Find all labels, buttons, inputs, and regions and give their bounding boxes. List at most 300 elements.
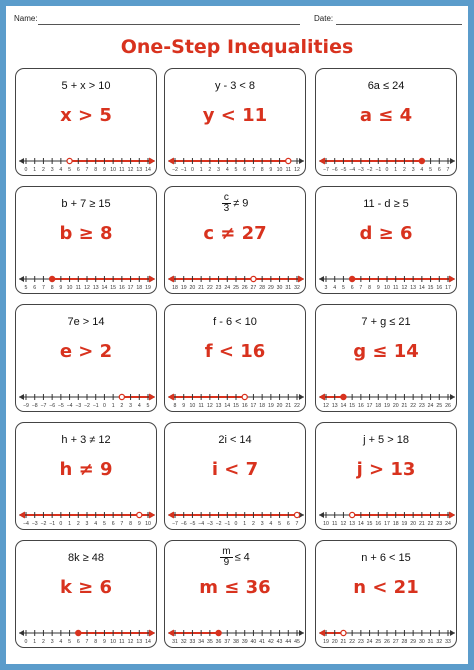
tick-label: 27 — [392, 639, 399, 645]
footer-url: kamiapp.com/library — [205, 653, 269, 660]
closed-circle — [216, 630, 221, 635]
tick-label: 15 — [233, 403, 239, 409]
answer-text: b ≥ 8 — [59, 223, 113, 244]
problem-card — [164, 304, 306, 412]
answer-text: c ≠ 27 — [203, 223, 267, 244]
tick-label: 18 — [259, 403, 266, 409]
open-circle — [294, 512, 299, 517]
solution-arrow — [168, 158, 174, 165]
problem-text: 2i < 14 — [218, 434, 252, 446]
problem-card — [164, 68, 306, 176]
tick-label: 6 — [76, 639, 80, 645]
axis-arrow-right — [299, 394, 304, 400]
tick-label: 1 — [111, 403, 115, 409]
problem-card — [164, 186, 306, 294]
tick-label: 1 — [68, 521, 72, 527]
problem-card — [164, 540, 306, 648]
date-label: Date: — [314, 14, 334, 23]
problem-text: 11 - d ≥ 5 — [363, 198, 409, 210]
axis-arrow-left — [319, 276, 324, 282]
axis-arrow-left — [319, 512, 324, 518]
tick-label: 29 — [410, 639, 417, 645]
tick-label: 3 — [411, 167, 415, 173]
solution-arrow — [168, 394, 174, 401]
answer-text: e > 2 — [59, 341, 113, 362]
tick-label: 2 — [41, 167, 45, 173]
solution-arrow — [449, 512, 455, 519]
tick-label: 2 — [120, 403, 124, 409]
tick-label: 19 — [323, 639, 329, 645]
tick-label: 23 — [357, 639, 364, 645]
solution-arrow — [449, 276, 455, 283]
tick-label: 22 — [206, 285, 213, 291]
tick-label: 35 — [206, 639, 213, 645]
tick-label: 7 — [41, 285, 45, 291]
answer-text: g ≤ 14 — [353, 341, 419, 362]
problem-text: n + 6 < 15 — [361, 552, 411, 564]
solution-arrow — [319, 630, 325, 637]
problem-text: j + 5 > 18 — [363, 434, 409, 446]
fraction — [222, 193, 232, 214]
tick-label: 24 — [445, 521, 451, 527]
solution-arrow — [168, 276, 174, 283]
tick-label: 4 — [420, 167, 424, 173]
tick-label: 13 — [349, 521, 356, 527]
answer-text: d ≥ 6 — [359, 223, 413, 244]
tick-label: 3 — [50, 167, 54, 173]
tick-label: 14 — [145, 167, 151, 173]
tick-label: 14 — [145, 639, 151, 645]
solution-arrow — [168, 512, 174, 519]
problem-text — [165, 547, 305, 569]
tick-label: 0 — [102, 403, 106, 409]
number-line — [316, 483, 458, 527]
tick-label: 15 — [366, 521, 373, 527]
tick-label: −9 — [23, 403, 29, 409]
tick-label: 28 — [259, 285, 266, 291]
problem-text: 5 + x > 10 — [61, 80, 111, 92]
number-line — [16, 129, 158, 173]
axis-arrow-left — [19, 158, 24, 164]
tick-label: 16 — [436, 285, 443, 291]
tick-label: 17 — [127, 285, 134, 291]
tick-label: 13 — [136, 639, 143, 645]
tick-label: 2 — [76, 521, 80, 527]
tick-label: 6 — [350, 285, 354, 291]
number-line — [165, 601, 307, 645]
tick-label: 7 — [359, 285, 363, 291]
solution-arrow — [319, 394, 325, 401]
tick-label: 10 — [66, 285, 73, 291]
tick-label: 22 — [410, 403, 417, 409]
answer-text: j > 13 — [356, 459, 416, 480]
tick-label: 20 — [410, 521, 417, 527]
tick-label: −2 — [215, 521, 222, 527]
tick-label: 20 — [392, 403, 399, 409]
tick-label: 33 — [189, 639, 196, 645]
tick-label: 29 — [267, 285, 274, 291]
tick-label: −2 — [366, 167, 373, 173]
open-circle — [341, 630, 346, 635]
tick-label: 12 — [127, 167, 134, 173]
tick-label: 22 — [427, 521, 434, 527]
tick-label: 7 — [251, 167, 255, 173]
tick-label: 0 — [24, 639, 28, 645]
closed-circle — [419, 158, 424, 163]
tick-label: −1 — [224, 521, 231, 527]
tick-label: 26 — [241, 285, 248, 291]
tick-label: 22 — [349, 639, 356, 645]
tick-label: 4 — [137, 403, 141, 409]
tick-label: 3 — [129, 403, 133, 409]
tick-label: −3 — [31, 521, 38, 527]
tick-label: 10 — [384, 285, 390, 291]
problem-card — [164, 422, 306, 530]
tick-label: 28 — [401, 639, 408, 645]
tick-label: 34 — [198, 639, 205, 645]
tick-label: 9 — [102, 639, 106, 645]
tick-label: 5 — [102, 521, 106, 527]
tick-label: 21 — [340, 639, 347, 645]
tick-label: 6 — [437, 167, 441, 173]
problem-card — [15, 540, 157, 648]
tick-label: 13 — [215, 403, 222, 409]
problem-card — [15, 304, 157, 412]
tick-label: 0 — [234, 521, 238, 527]
tick-label: −6 — [331, 167, 338, 173]
tick-label: 32 — [436, 639, 443, 645]
axis-arrow-right — [450, 394, 455, 400]
tick-label: 12 — [206, 403, 213, 409]
tick-label: 8 — [94, 639, 98, 645]
fraction-numerator: c — [222, 193, 232, 204]
tick-label: −3 — [75, 403, 82, 409]
number-line — [16, 365, 158, 409]
axis-arrow-right — [299, 630, 304, 636]
tick-label: −3 — [357, 167, 364, 173]
answer-text: i < 7 — [211, 459, 259, 480]
tick-label: 10 — [145, 521, 151, 527]
tick-label: 3 — [50, 639, 54, 645]
tick-label: 43 — [276, 639, 283, 645]
tick-label: 12 — [84, 285, 90, 291]
problem-text: y - 3 < 8 — [214, 80, 256, 92]
tick-label: 10 — [276, 167, 283, 173]
tick-label: 26 — [384, 639, 390, 645]
name-field-line[interactable] — [38, 24, 300, 25]
tick-label: 4 — [59, 639, 63, 645]
axis-arrow-left — [19, 394, 24, 400]
tick-label: 23 — [418, 403, 425, 409]
tick-label: 24 — [427, 403, 434, 409]
number-line — [316, 247, 458, 291]
tick-label: 7 — [85, 639, 89, 645]
tick-label: 12 — [127, 639, 134, 645]
open-circle — [251, 276, 256, 281]
tick-label: 4 — [94, 521, 98, 527]
tick-label: −7 — [323, 167, 329, 173]
tick-label: 20 — [189, 285, 196, 291]
tick-label: 3 — [217, 167, 221, 173]
answer-text: h ≠ 9 — [59, 459, 113, 480]
tick-label: 0 — [385, 167, 389, 173]
tick-label: 21 — [418, 521, 425, 527]
problem-card — [15, 68, 157, 176]
tick-label: 6 — [33, 285, 37, 291]
closed-circle — [350, 276, 355, 281]
tick-label: 11 — [332, 521, 338, 527]
tick-label: 11 — [119, 639, 125, 645]
tick-label: 25 — [436, 403, 443, 409]
number-line — [316, 601, 458, 645]
solution-arrow — [298, 276, 304, 283]
tick-label: 37 — [224, 639, 231, 645]
answer-text: x > 5 — [60, 105, 112, 126]
tick-label: 15 — [349, 403, 356, 409]
tick-label: 2 — [41, 639, 45, 645]
tick-label: −5 — [57, 403, 64, 409]
fraction — [220, 547, 232, 568]
tick-label: 1 — [394, 167, 398, 173]
tick-label: 12 — [294, 167, 300, 173]
tick-label: 9 — [376, 285, 380, 291]
tick-label: 8 — [173, 403, 177, 409]
tick-label: 8 — [94, 167, 98, 173]
fraction-denominator: 9 — [223, 557, 230, 568]
tick-label: 25 — [375, 639, 382, 645]
tick-label: 26 — [445, 403, 451, 409]
solution-arrow — [168, 630, 174, 637]
tick-label: −1 — [49, 521, 56, 527]
tick-label: 14 — [340, 403, 347, 409]
tick-label: 9 — [137, 521, 141, 527]
tick-label: 11 — [119, 167, 125, 173]
tick-label: 0 — [59, 521, 63, 527]
tick-label: 11 — [75, 285, 81, 291]
axis-arrow-left — [19, 630, 24, 636]
tick-label: 7 — [295, 521, 299, 527]
solution-arrow — [149, 394, 155, 401]
problem-text — [165, 193, 305, 215]
fraction-denominator: 3 — [223, 203, 230, 214]
number-line — [165, 483, 307, 527]
tick-label: 16 — [241, 403, 248, 409]
tick-label: 0 — [190, 167, 194, 173]
axis-arrow-right — [450, 630, 455, 636]
number-line — [165, 129, 307, 173]
number-line — [316, 365, 458, 409]
tick-label: 8 — [129, 521, 133, 527]
tick-label: 21 — [285, 403, 292, 409]
tick-label: 13 — [136, 167, 143, 173]
problem-card — [315, 68, 457, 176]
tick-label: −1 — [180, 167, 187, 173]
name-label: Name: — [14, 14, 38, 23]
number-line — [165, 247, 307, 291]
tick-label: 15 — [110, 285, 117, 291]
tick-label: 31 — [172, 639, 178, 645]
problem-rest: ≠ 9 — [233, 197, 249, 210]
tick-label: 5 — [24, 285, 28, 291]
solution-arrow — [149, 276, 155, 283]
tick-label: 10 — [323, 521, 329, 527]
tick-label: 39 — [241, 639, 248, 645]
tick-label: 21 — [198, 285, 205, 291]
number-line — [316, 129, 458, 173]
tick-label: 41 — [259, 639, 266, 645]
axis-arrow-right — [450, 158, 455, 164]
problem-rest: ≤ 4 — [234, 551, 250, 564]
open-circle — [350, 512, 355, 517]
tick-label: 5 — [341, 285, 345, 291]
axis-arrow-right — [299, 158, 304, 164]
closed-circle — [50, 276, 55, 281]
open-circle — [137, 512, 142, 517]
tick-label: 2 — [402, 167, 406, 173]
problem-text: 7 + g ≤ 21 — [361, 316, 411, 328]
problem-text: 8k ≥ 48 — [67, 552, 104, 564]
number-line — [165, 365, 307, 409]
tick-label: 24 — [224, 285, 231, 291]
open-circle — [286, 158, 291, 163]
problem-text: 6a ≤ 24 — [367, 80, 405, 92]
tick-label: 9 — [102, 167, 106, 173]
tick-label: 42 — [267, 639, 274, 645]
answer-text: a ≤ 4 — [359, 105, 413, 126]
tick-label: −3 — [206, 521, 213, 527]
tick-label: 15 — [427, 285, 434, 291]
tick-label: 19 — [180, 285, 187, 291]
tick-label: 32 — [294, 285, 300, 291]
problem-text: b + 7 ≥ 15 — [61, 198, 111, 210]
tick-label: 1 — [199, 167, 203, 173]
tick-label: 23 — [436, 521, 443, 527]
tick-label: 17 — [384, 521, 390, 527]
tick-label: −2 — [172, 167, 178, 173]
tick-label: 21 — [401, 403, 408, 409]
tick-label: 0 — [24, 167, 28, 173]
tick-label: 12 — [401, 285, 408, 291]
tick-label: −2 — [84, 403, 90, 409]
tick-label: 6 — [286, 521, 290, 527]
tick-label: −1 — [92, 403, 99, 409]
answer-text: f < 16 — [204, 341, 266, 362]
tick-label: 27 — [250, 285, 257, 291]
tick-label: 6 — [76, 167, 80, 173]
problem-card — [315, 304, 457, 412]
tick-label: −4 — [66, 403, 73, 409]
tick-label: 4 — [333, 285, 337, 291]
tick-label: 9 — [59, 285, 63, 291]
tick-label: 9 — [182, 403, 186, 409]
tick-label: 12 — [323, 403, 329, 409]
answer-text: m ≤ 36 — [199, 577, 271, 598]
tick-label: 33 — [445, 639, 451, 645]
solution-arrow — [19, 512, 25, 519]
number-line — [16, 483, 158, 527]
tick-label: 18 — [172, 285, 178, 291]
tick-label: 19 — [401, 521, 408, 527]
solution-arrow — [319, 158, 325, 165]
tick-label: 5 — [68, 167, 72, 173]
tick-label: 10 — [110, 167, 117, 173]
tick-label: 5 — [146, 403, 150, 409]
tick-label: 1 — [243, 521, 247, 527]
tick-label: 5 — [234, 167, 238, 173]
tick-label: 30 — [418, 639, 425, 645]
tick-label: 31 — [285, 285, 292, 291]
tick-label: 22 — [294, 403, 300, 409]
tick-label: 13 — [410, 285, 417, 291]
tick-label: −8 — [31, 403, 38, 409]
tick-label: 3 — [324, 285, 328, 291]
tick-label: 17 — [445, 285, 451, 291]
tick-label: 36 — [215, 639, 222, 645]
tick-label: 2 — [251, 521, 255, 527]
open-circle — [242, 394, 247, 399]
tick-label: 6 — [111, 521, 115, 527]
fraction-numerator: m — [222, 546, 231, 557]
tick-label: 18 — [392, 521, 399, 527]
tick-label: 40 — [250, 639, 257, 645]
closed-circle — [341, 394, 346, 399]
tick-label: 8 — [50, 285, 54, 291]
closed-circle — [76, 630, 81, 635]
date-field-line[interactable] — [336, 24, 462, 25]
tick-label: 1 — [33, 639, 37, 645]
tick-label: 23 — [215, 285, 222, 291]
solution-arrow — [149, 158, 155, 165]
tick-label: 30 — [276, 285, 283, 291]
tick-label: 5 — [68, 639, 72, 645]
axis-arrow-left — [19, 276, 24, 282]
tick-label: 19 — [267, 403, 274, 409]
answer-text: n < 21 — [353, 577, 419, 598]
tick-label: 18 — [375, 403, 382, 409]
tick-label: 11 — [198, 403, 204, 409]
tick-label: −4 — [349, 167, 356, 173]
problem-text: f - 6 < 10 — [213, 316, 257, 328]
problem-card — [15, 186, 157, 294]
tick-label: 1 — [33, 167, 37, 173]
tick-label: 17 — [366, 403, 373, 409]
tick-label: 14 — [418, 285, 425, 291]
tick-label: 5 — [429, 167, 433, 173]
tick-label: −4 — [23, 521, 29, 527]
number-line — [16, 601, 158, 645]
tick-label: 4 — [225, 167, 229, 173]
tick-label: 20 — [276, 403, 283, 409]
tick-label: 19 — [384, 403, 390, 409]
tick-label: 11 — [285, 167, 291, 173]
tick-label: 13 — [331, 403, 338, 409]
tick-label: −2 — [40, 521, 47, 527]
problem-card — [315, 540, 457, 648]
tick-label: 24 — [366, 639, 373, 645]
tick-label: 16 — [118, 285, 125, 291]
problem-text: h + 3 ≠ 12 — [61, 434, 111, 446]
tick-label: 10 — [110, 639, 117, 645]
tick-label: 18 — [136, 285, 143, 291]
tick-label: 14 — [224, 403, 231, 409]
problem-card — [315, 186, 457, 294]
tick-label: −6 — [180, 521, 187, 527]
tick-label: 44 — [285, 639, 292, 645]
tick-label: −6 — [49, 403, 56, 409]
tick-label: 2 — [208, 167, 212, 173]
open-circle — [67, 158, 72, 163]
tick-label: 10 — [189, 403, 196, 409]
